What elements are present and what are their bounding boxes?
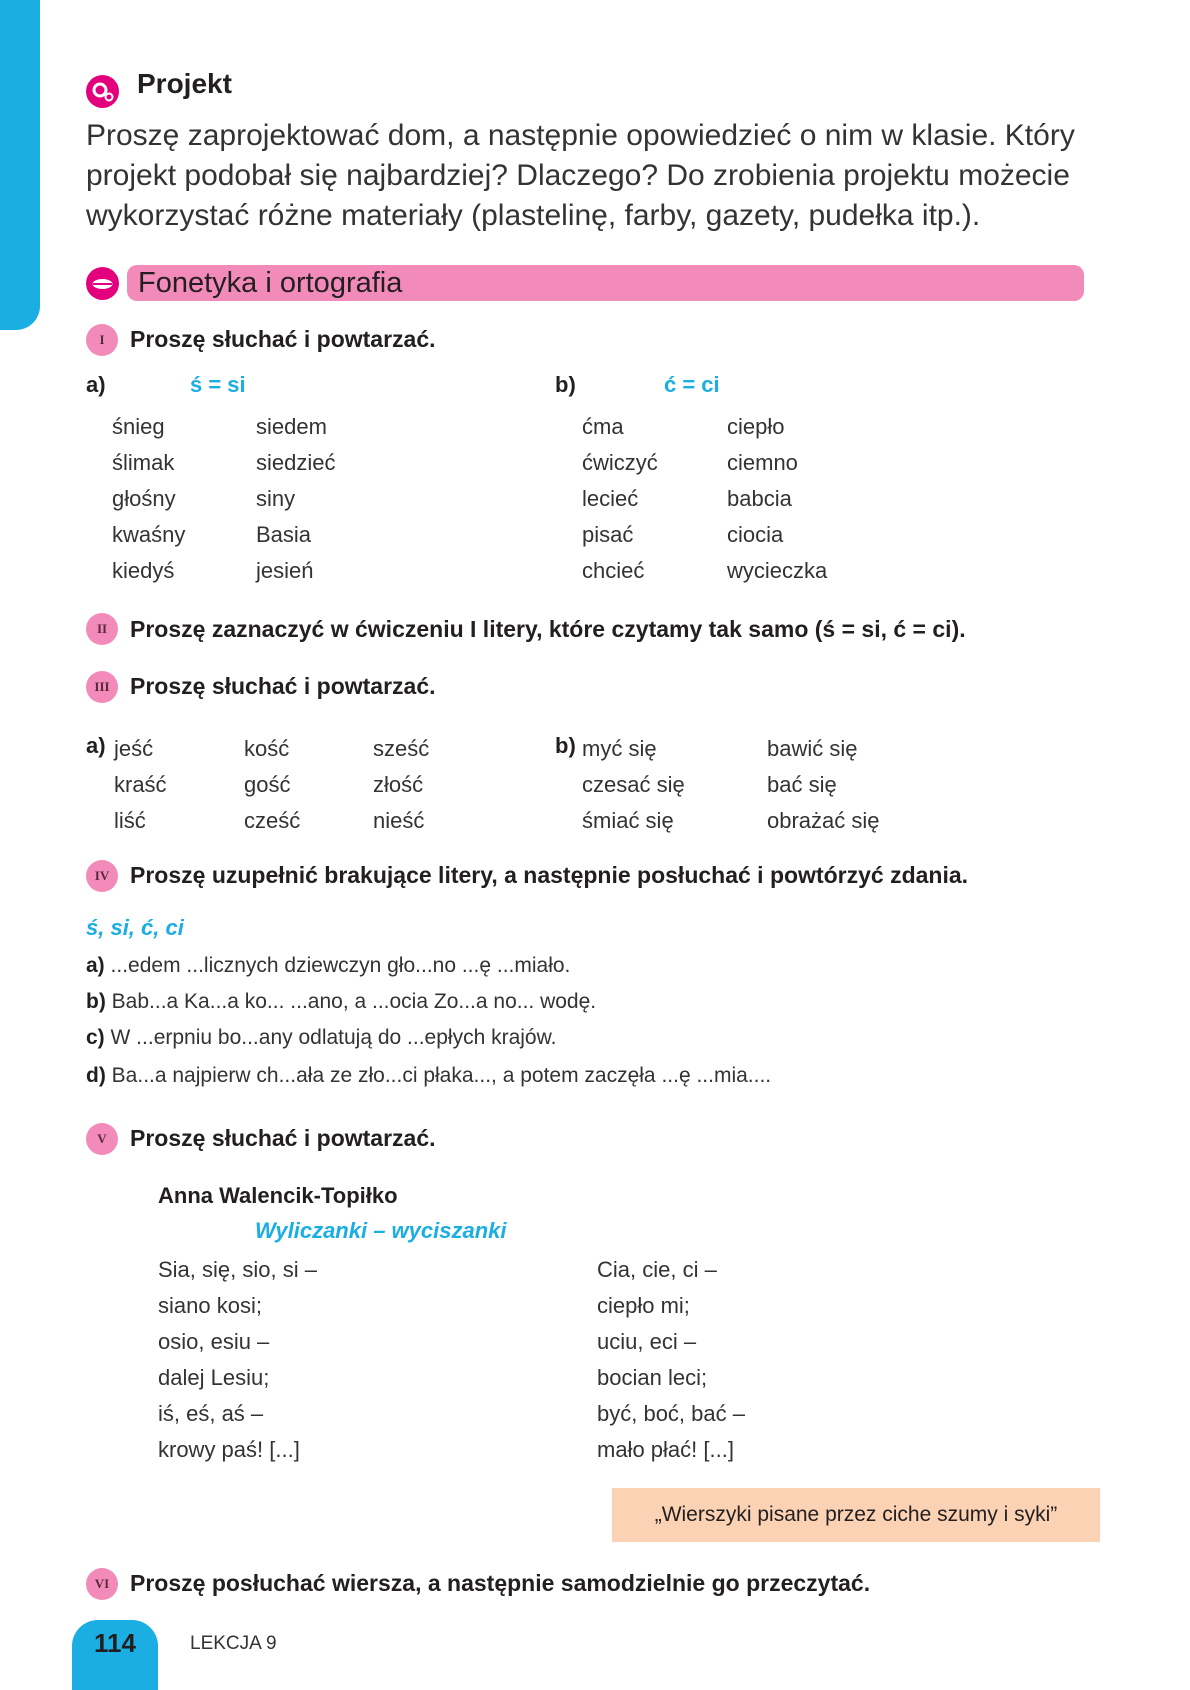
sentence [86, 954, 570, 978]
word: siedzieć [256, 450, 336, 475]
rule-text: ś = si [190, 372, 246, 397]
part-label: a) [86, 372, 106, 397]
word: liść [114, 808, 146, 833]
poem-line: bocian leci; [597, 1365, 708, 1390]
word-column [582, 731, 685, 839]
exercise-number: I [86, 324, 118, 356]
word-column [373, 731, 429, 839]
part-label: a) [86, 733, 106, 758]
word: babcia [727, 486, 792, 511]
word-column [112, 409, 185, 589]
sentence-text: Ba...a najpierw ch...ała ze zło...ci płaka..., a potem zaczęła ...ę ...mia.... [111, 1064, 772, 1087]
word-column [114, 731, 167, 839]
word: kwaśny [112, 522, 186, 547]
word: głośny [112, 486, 176, 511]
source-quote: „Wierszyki pisane przez ciche szumy i syki” [612, 1488, 1100, 1542]
word: złość [373, 772, 424, 797]
word: chcieć [582, 558, 645, 583]
exercise-number: IV [86, 860, 118, 892]
word-column [256, 409, 335, 589]
word: sześć [373, 736, 430, 761]
poem-line: Sia, się, sio, si – [158, 1257, 317, 1282]
letters-list: ś, si, ć, ci [86, 915, 184, 940]
word-column [244, 731, 300, 839]
exercise-title: Proszę słuchać i powtarzać. [130, 1125, 436, 1151]
word: bać się [767, 772, 837, 797]
exercise-number: V [86, 1123, 118, 1155]
poem-line: dalej Lesiu; [158, 1365, 270, 1390]
word: kość [244, 736, 290, 761]
part-label: b) [555, 733, 576, 758]
word: śmiać się [582, 808, 674, 833]
word: kiedyś [112, 558, 175, 583]
word: gość [244, 772, 291, 797]
word: lecieć [582, 486, 639, 511]
poem-line: mało płać! [...] [597, 1437, 734, 1462]
sentence [86, 1026, 556, 1050]
word: ciemno [727, 450, 798, 475]
word: obrażać się [767, 808, 880, 833]
lesson-label: LEKCJA 9 [190, 1633, 277, 1654]
poem-line: iś, eś, aś – [158, 1401, 264, 1426]
word: ślimak [112, 450, 175, 475]
poem-column-right [597, 1252, 745, 1468]
exercise-title: Proszę posłuchać wiersza, a następnie samodzielnie go przeczytać. [130, 1570, 871, 1596]
word: jeść [114, 736, 154, 761]
poem-line: Cia, cie, ci – [597, 1257, 717, 1282]
word-column [582, 409, 658, 589]
sentence-label: d) [86, 1064, 106, 1087]
word: Basia [256, 522, 312, 547]
side-bar [0, 0, 40, 330]
word: siedem [256, 414, 327, 439]
project-text: Proszę zaprojektować dom, a następnie opowiedzieć o nim w klasie. Który projekt podobał się najbardziej? Dlaczego? Do zrobienia projektu możecie wykorzystać różne materiały (plastelinę, farby, gazety, pudełka itp.). [86, 119, 1075, 232]
sentence-text: ...edem ...licznych dziewczyn gło...no ...ę ...miało. [110, 954, 571, 977]
poem-line: osio, esiu – [158, 1329, 270, 1354]
sentence-text: Bab...a Ka...a ko... ...ano, a ...ocia Zo...a no... wodę. [111, 990, 597, 1013]
word: jesień [256, 558, 314, 583]
page-number: 114 [94, 1628, 136, 1658]
poem-line: uciu, eci – [597, 1329, 697, 1354]
word-column [767, 731, 880, 839]
section-title: Fonetyka i ortografia [138, 267, 403, 299]
sentence [86, 1064, 771, 1088]
word: ciocia [727, 522, 784, 547]
mouth-icon [86, 267, 119, 300]
rule-text: ć = ci [664, 372, 720, 397]
word: cześć [244, 808, 301, 833]
sentence-text: W ...erpniu bo...any odlatują do ...epłych krajów. [110, 1026, 557, 1049]
exercise-number: III [86, 671, 118, 703]
poem-line: być, boć, bać – [597, 1401, 745, 1426]
exercise-title: Proszę słuchać i powtarzać. [130, 326, 436, 352]
exercise-title: Proszę zaznaczyć w ćwiczeniu I litery, które czytamy tak samo (ś = si, ć = ci). [130, 616, 966, 642]
poem-author: Anna Walencik-Topiłko [158, 1183, 398, 1208]
word: ciepło [727, 414, 785, 439]
sentence [86, 990, 596, 1014]
word: ćma [582, 414, 624, 439]
exercise-title: Proszę słuchać i powtarzać. [130, 673, 436, 699]
word-column [727, 409, 827, 589]
word: siny [256, 486, 296, 511]
poem-title: Wyliczanki – wyciszanki [255, 1218, 507, 1243]
exercise-number: VI [86, 1568, 118, 1600]
sentence-label: c) [86, 1026, 105, 1049]
word: ćwiczyć [582, 450, 658, 475]
word: śnieg [112, 414, 165, 439]
sentence-label: a) [86, 954, 105, 977]
poem-line: krowy paś! [...] [158, 1437, 300, 1462]
poem-column-left [158, 1252, 317, 1468]
sentence-label: b) [86, 990, 106, 1013]
gears-icon [86, 75, 119, 108]
project-title: Projekt [137, 68, 232, 99]
word: myć się [582, 736, 657, 761]
word: pisać [582, 522, 634, 547]
word: kraść [114, 772, 167, 797]
word: czesać się [582, 772, 685, 797]
poem-line: ciepło mi; [597, 1293, 690, 1318]
part-label: b) [555, 372, 576, 397]
exercise-title: Proszę uzupełnić brakujące litery, a następnie posłuchać i powtórzyć zdania. [130, 862, 969, 888]
poem-line: siano kosi; [158, 1293, 262, 1318]
exercise-number: II [86, 613, 118, 645]
word: bawić się [767, 736, 858, 761]
word: wycieczka [727, 558, 828, 583]
word: nieść [373, 808, 425, 833]
